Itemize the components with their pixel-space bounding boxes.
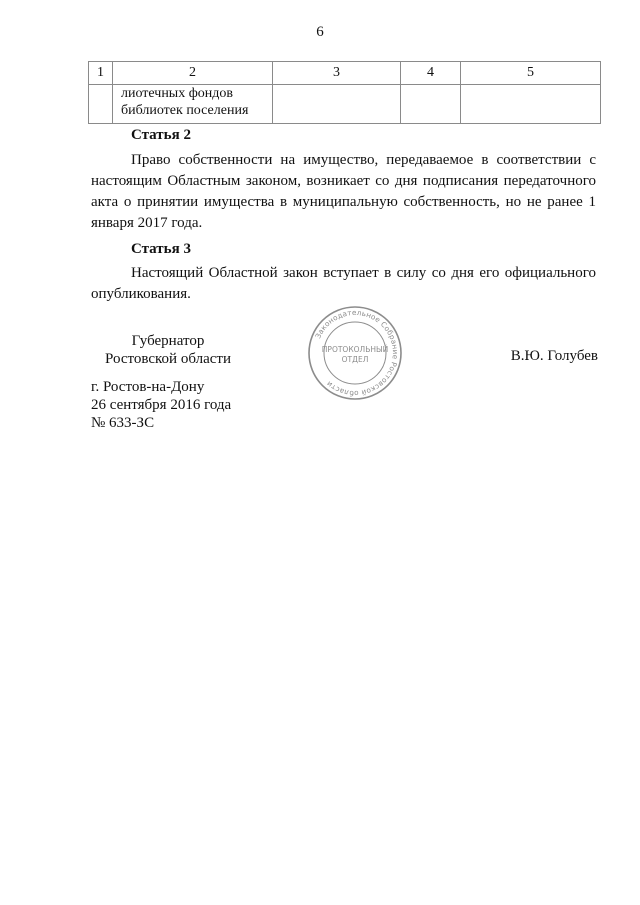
table-cell: [401, 85, 461, 124]
continuation-table: [88, 61, 601, 124]
signatory-title: [93, 332, 243, 368]
page-number: 6: [316, 24, 324, 40]
table-header-cell: 4: [401, 62, 461, 85]
stamp-center-line: ОТДЕЛ: [341, 355, 369, 364]
stamp-center-line: ПРОТОКОЛЬНЫЙ: [321, 345, 389, 354]
table-header-row: [89, 62, 601, 85]
article-3-text: Настоящий Областной закон вступает в силу со дня его официального опубликования.: [91, 265, 596, 302]
table-cell: [461, 85, 601, 124]
document-number: № 633-ЗС: [91, 415, 155, 431]
signatory-title-line: Губернатор: [131, 333, 205, 349]
document-date: 26 сентября 2016 года: [91, 397, 232, 413]
stamp-ring-text: Законодательное Собрание Ростовской области: [313, 307, 401, 399]
table-row: [89, 85, 601, 124]
article-2-text: Право собственности на имущество, передаваемое в соответствии с настоящим Областным законом, возникает со дня подписания передаточного акта о принятии имущества в муниципальную собственность, но не ранее 1 января 2017 года.: [91, 152, 596, 231]
signatory-title-line: Ростовской области: [105, 351, 231, 367]
cell-line: библиотек поселения: [121, 103, 249, 118]
table-header-cell: 5: [461, 62, 601, 85]
table-cell: [89, 85, 113, 124]
table-cell: [273, 85, 401, 124]
article-3-heading: Статья 3: [131, 241, 191, 257]
table-header-cell: 2: [113, 62, 273, 85]
document-city: г. Ростов-на-Дону: [91, 379, 205, 395]
stamp-seal-icon: [307, 305, 403, 401]
cell-line: лиотечных фондов: [121, 86, 234, 101]
table-cell: [113, 85, 273, 124]
signatory-name: В.Ю. Голубев: [510, 348, 598, 364]
document-place-date: [91, 378, 231, 432]
table-header-cell: 3: [273, 62, 401, 85]
article-2-heading: Статья 2: [131, 127, 191, 143]
table-header-cell: 1: [89, 62, 113, 85]
